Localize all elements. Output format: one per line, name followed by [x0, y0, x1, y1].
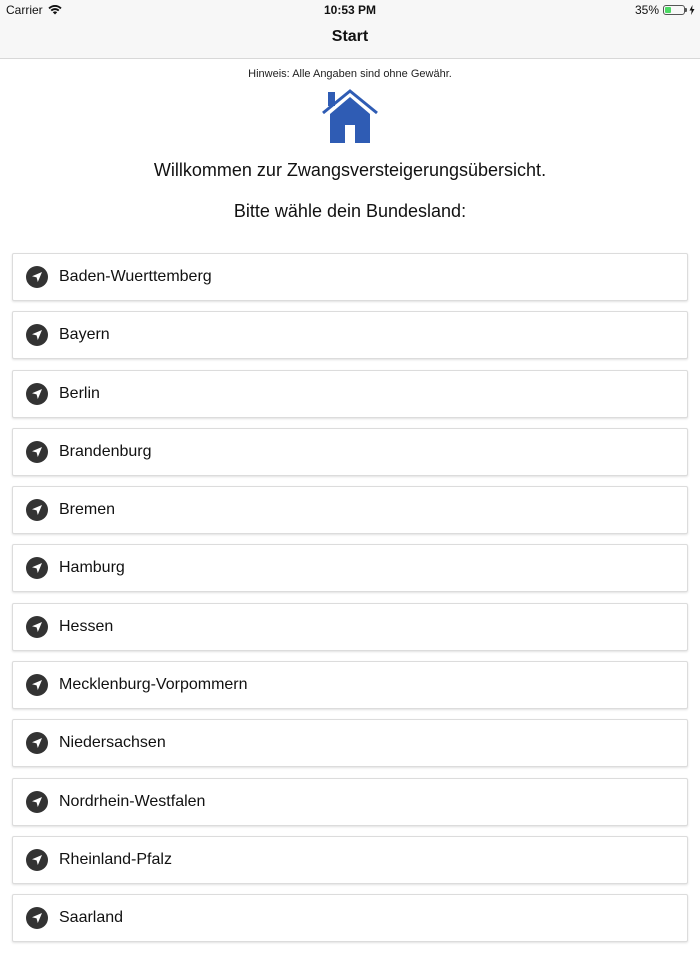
location-arrow-icon [26, 383, 48, 405]
battery-percent: 35% [635, 3, 659, 17]
state-list-item[interactable] [12, 486, 688, 534]
state-label: Bayern [59, 326, 110, 344]
disclaimer-hint: Hinweis: Alle Angaben sind ohne Gewähr. [0, 68, 700, 80]
state-list-item[interactable] [12, 719, 688, 767]
location-arrow-icon [26, 791, 48, 813]
state-label: Baden-Wuerttemberg [59, 268, 212, 286]
battery-level [665, 7, 671, 13]
location-arrow-icon [26, 732, 48, 754]
state-list [12, 253, 688, 953]
state-label: Hamburg [59, 559, 125, 577]
state-list-item[interactable] [12, 778, 688, 826]
status-time: 10:53 PM [0, 3, 700, 17]
state-label: Brandenburg [59, 443, 152, 461]
location-arrow-icon [26, 907, 48, 929]
location-arrow-icon [26, 616, 48, 638]
state-label: Rheinland-Pfalz [59, 851, 172, 869]
state-list-item[interactable] [12, 603, 688, 651]
state-list-item[interactable] [12, 661, 688, 709]
state-label: Niedersachsen [59, 734, 166, 752]
charging-bolt-icon [689, 5, 695, 15]
nav-title: Start [0, 20, 700, 54]
location-arrow-icon [26, 674, 48, 696]
status-right [635, 3, 695, 17]
location-arrow-icon [26, 324, 48, 346]
state-list-item[interactable] [12, 544, 688, 592]
state-label: Saarland [59, 909, 123, 927]
house-icon [322, 88, 378, 146]
state-label: Nordrhein-Westfalen [59, 793, 205, 811]
state-list-item[interactable] [12, 894, 688, 942]
location-arrow-icon [26, 557, 48, 579]
state-list-item[interactable] [12, 428, 688, 476]
location-arrow-icon [26, 441, 48, 463]
battery-icon [663, 5, 685, 15]
state-label: Berlin [59, 385, 100, 403]
status-bar [0, 0, 700, 20]
location-arrow-icon [26, 266, 48, 288]
state-label: Hessen [59, 618, 113, 636]
state-label: Bremen [59, 501, 115, 519]
location-arrow-icon [26, 499, 48, 521]
location-arrow-icon [26, 849, 48, 871]
choose-state-prompt: Bitte wähle dein Bundesland: [0, 201, 700, 222]
navigation-bar [0, 20, 700, 59]
main-content [0, 59, 700, 934]
state-list-item[interactable] [12, 836, 688, 884]
state-list-item[interactable] [12, 370, 688, 418]
state-list-item[interactable] [12, 311, 688, 359]
welcome-text: Willkommen zur Zwangsversteigerungsübersicht. [0, 160, 700, 181]
state-label: Mecklenburg-Vorpommern [59, 676, 248, 694]
state-list-item[interactable] [12, 253, 688, 301]
carrier-label: Carrier [6, 3, 43, 17]
